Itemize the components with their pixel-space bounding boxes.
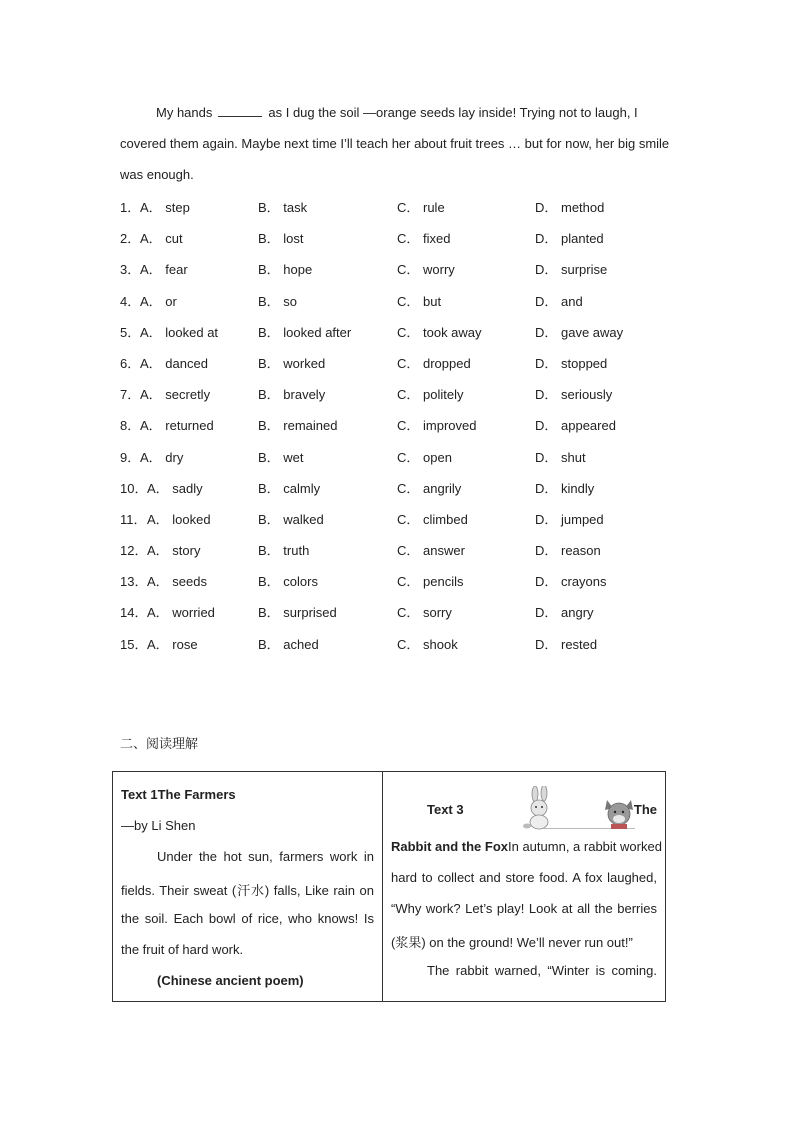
question-number: 7． bbox=[120, 387, 141, 403]
option-a: A． sadly bbox=[147, 480, 203, 496]
option-b: B． hope bbox=[258, 262, 313, 278]
option-b: B． so bbox=[258, 293, 298, 309]
question-number: 10． bbox=[120, 480, 148, 496]
option-a: A． worried bbox=[147, 605, 215, 621]
section-title: 二、阅读理解 bbox=[120, 737, 199, 752]
question-number: 4． bbox=[120, 293, 141, 309]
text3-line-4: “Why work? Let’s play! Look at all the berries bbox=[391, 901, 657, 916]
option-row bbox=[120, 314, 680, 345]
option-row bbox=[120, 470, 680, 501]
option-d: D． surprise bbox=[535, 262, 608, 278]
text3-cell bbox=[383, 772, 666, 1002]
passage-line-1: My hands as I dug the soil —orange seeds lay inside! Trying not to laugh, I bbox=[156, 105, 638, 120]
rabbit-icon bbox=[519, 786, 569, 830]
option-c: C． dropped bbox=[397, 355, 471, 371]
option-row bbox=[120, 220, 680, 251]
question-number: 6． bbox=[120, 355, 141, 371]
text3-line-3: hard to collect and store food. A fox laughed, bbox=[391, 870, 657, 885]
option-a: A． step bbox=[140, 200, 190, 215]
question-number: 12． bbox=[120, 543, 148, 559]
option-c: C． fixed bbox=[397, 231, 451, 247]
option-row bbox=[120, 501, 680, 532]
option-a: A． cut bbox=[140, 231, 183, 247]
option-row bbox=[120, 251, 680, 282]
question-number: 5． bbox=[120, 324, 141, 340]
option-b: B． wet bbox=[258, 449, 304, 465]
option-a: A． or bbox=[140, 293, 177, 309]
option-c: C． answer bbox=[397, 543, 465, 559]
option-a: A． dry bbox=[140, 449, 184, 465]
options-list bbox=[120, 189, 680, 657]
option-b: B． remained bbox=[258, 418, 338, 434]
option-c: C． but bbox=[397, 293, 442, 309]
option-b: B． bravely bbox=[258, 387, 326, 403]
option-d: D． angry bbox=[535, 605, 594, 621]
option-row bbox=[120, 407, 680, 438]
option-b: B． task bbox=[258, 200, 308, 215]
option-row bbox=[120, 532, 680, 563]
option-row bbox=[120, 626, 680, 657]
text1-cell bbox=[113, 772, 383, 1002]
option-row bbox=[120, 594, 680, 625]
option-d: D． and bbox=[535, 293, 583, 309]
option-a: A． fear bbox=[140, 262, 188, 278]
question-number: 14． bbox=[120, 605, 148, 621]
text1-line-1: Under the hot sun, farmers work in bbox=[157, 849, 374, 864]
text1-line-4: the fruit of hard work. bbox=[121, 942, 244, 957]
option-d: D． jumped bbox=[535, 511, 604, 527]
option-a: A． looked bbox=[147, 511, 211, 527]
text3-line-6: The rabbit warned, “Winter is coming. bbox=[427, 963, 657, 978]
reading-texts-table bbox=[112, 771, 666, 1002]
option-b: B． lost bbox=[258, 231, 304, 247]
option-c: C． sorry bbox=[397, 605, 452, 621]
option-b: B． worked bbox=[258, 355, 326, 371]
option-c: C． worry bbox=[397, 262, 455, 278]
fox-icon bbox=[601, 794, 637, 830]
option-b: B． truth bbox=[258, 543, 310, 559]
option-b: B． calmly bbox=[258, 480, 321, 496]
question-number: 15． bbox=[120, 636, 148, 652]
option-c: C． shook bbox=[397, 636, 458, 652]
question-number: 9． bbox=[120, 449, 141, 465]
option-d: D． kindly bbox=[535, 480, 595, 496]
option-c: C． politely bbox=[397, 387, 464, 403]
option-d: D． crayons bbox=[535, 574, 607, 590]
question-number: 8． bbox=[120, 418, 141, 434]
option-row bbox=[120, 345, 680, 376]
question-number: 2． bbox=[120, 231, 141, 247]
text1-title: Text 1The Farmers bbox=[121, 787, 236, 802]
passage-line-2: covered them again. Maybe next time I’ll teach her about fruit trees … but for now, her big smile bbox=[120, 136, 670, 151]
question-number: 13． bbox=[120, 574, 148, 590]
option-b: B． surprised bbox=[258, 605, 337, 621]
option-a: A． story bbox=[147, 543, 201, 559]
option-row bbox=[120, 283, 680, 314]
option-row bbox=[120, 376, 680, 407]
option-a: A． returned bbox=[140, 418, 214, 434]
option-d: D． rested bbox=[535, 636, 598, 652]
option-d: D． gave away bbox=[535, 324, 624, 340]
text1-author: —by Li Shen bbox=[121, 818, 196, 833]
option-c: C． improved bbox=[397, 418, 477, 434]
option-d: D． planted bbox=[535, 231, 604, 247]
option-a: A． looked at bbox=[140, 324, 219, 340]
option-d: D． method bbox=[535, 200, 605, 215]
option-a: A． secretly bbox=[140, 387, 211, 403]
option-row bbox=[120, 439, 680, 470]
option-c: C． pencils bbox=[397, 574, 464, 590]
text3-line-2: Rabbit and the FoxIn autumn, a rabbit worked bbox=[391, 839, 662, 854]
option-d: D． appeared bbox=[535, 418, 616, 434]
question-number: 11． bbox=[120, 511, 147, 527]
passage bbox=[120, 97, 673, 190]
text3-title-end: The bbox=[633, 802, 657, 817]
answer-blank bbox=[218, 105, 262, 117]
option-c: C． open bbox=[397, 449, 452, 465]
option-d: D． stopped bbox=[535, 355, 608, 371]
option-b: B． colors bbox=[258, 574, 318, 590]
question-number: 3． bbox=[120, 262, 141, 278]
option-d: D． reason bbox=[535, 543, 601, 559]
option-c: C． took away bbox=[397, 324, 482, 340]
option-c: C． angrily bbox=[397, 480, 462, 496]
option-b: B． looked after bbox=[258, 324, 352, 340]
text3-line-5: (浆果) on the ground! We’ll never run out!” bbox=[391, 935, 633, 950]
option-c: C． rule bbox=[397, 200, 445, 215]
text3-label: Text 3 bbox=[427, 802, 464, 817]
option-c: C． climbed bbox=[397, 511, 468, 527]
option-d: D． shut bbox=[535, 449, 586, 465]
option-row bbox=[120, 563, 680, 594]
option-a: A． danced bbox=[140, 355, 208, 371]
text1-source: (Chinese ancient poem) bbox=[157, 973, 304, 988]
option-a: A． rose bbox=[147, 636, 198, 652]
text1-line-2: fields. Their sweat (汗水) falls, Like rain on bbox=[121, 883, 374, 898]
option-a: A． seeds bbox=[147, 574, 207, 590]
option-b: B． walked bbox=[258, 511, 324, 527]
option-b: B． ached bbox=[258, 636, 319, 652]
option-row bbox=[120, 189, 680, 220]
text1-line-3: the soil. Each bowl of rice, who knows! Is bbox=[121, 911, 374, 926]
question-number: 1． bbox=[120, 200, 141, 215]
option-d: D． seriously bbox=[535, 387, 613, 403]
passage-line-3: was enough. bbox=[120, 167, 194, 182]
